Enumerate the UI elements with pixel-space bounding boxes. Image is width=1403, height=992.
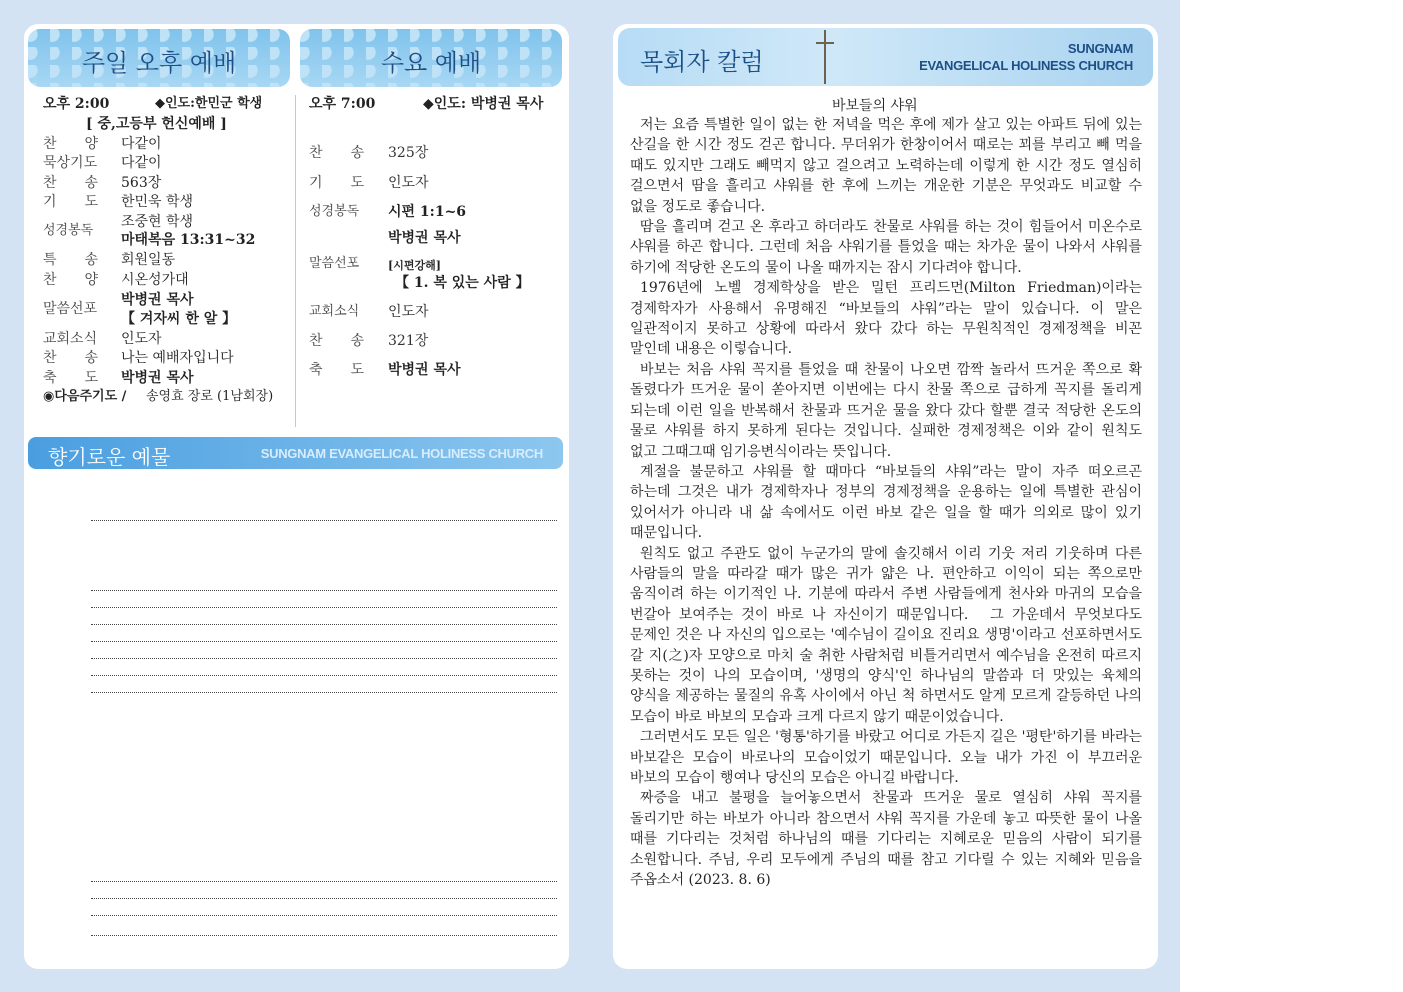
pastor-column-title: 목회자 칼럼	[640, 48, 764, 76]
column-article-body	[630, 115, 1142, 890]
offering-line	[91, 624, 557, 625]
offering-line	[91, 641, 557, 642]
offering-title: 향기로운 예물	[48, 445, 171, 469]
sunday-row-label: 찬 송	[43, 350, 99, 366]
wednesday-sermon-title: 【 1. 복 있는 사람 】	[395, 275, 530, 291]
column-paragraph: 바보는 처음 샤워 꼭지를 틀었을 때 찬물이 나오면 깜짝 놀라서 뜨거운 쪽으로 확 돌렸다가 뜨거운 물이 쏟아지면 이번에는 다시 찬물 쪽으로 급하게 꼭지를 돌리게 되는데 이런 일을 반복해서 찬물과 뜨거운 물을 왔다 갔다 할뿐 결국 적당한 온도의 물로 샤워를 하지 못하게 된다는 것입니다. 실패한 경제정책은 이와 같이 원칙도 없고 그때그때 임기응변식이라는 뜻입니다.	[630, 361, 1142, 460]
sunday-row-label: 성경봉독	[43, 223, 94, 238]
sunday-row-value: 563장	[121, 175, 162, 191]
wednesday-row-label: 성경봉독	[309, 204, 360, 219]
wednesday-row-label: 기 도	[309, 175, 365, 191]
sunday-service-header	[28, 29, 290, 87]
wednesday-service-header	[300, 29, 562, 87]
sunday-time: 오후 2:00	[43, 96, 110, 112]
column-paragraph: 땀을 흘리며 걷고 온 후라고 하더라도 찬물로 샤워를 하는 것이 힘들어서 미온수로 샤워를 하곤 합니다. 그런데 처음 샤워기를 틀었을 때는 차가운 물이 나와서 샤워를 하기에 적당한 온도의 물이 나올 때까지는 잠시 기다려야 합니다.	[630, 219, 1142, 276]
wednesday-row-value: 325장	[388, 145, 429, 161]
wednesday-row-value: 박병권 목사	[388, 362, 461, 378]
wednesday-leader: ◆인도: 박병권 목사	[423, 96, 544, 112]
offering-line	[91, 520, 557, 521]
sunday-row-label: 찬 양	[43, 272, 99, 288]
sunday-row-value: 나는 예배자입니다	[121, 350, 234, 366]
offering-line	[91, 607, 557, 608]
wednesday-time: 오후 7:00	[309, 96, 376, 112]
sunday-row-label: 말씀선포	[43, 301, 98, 317]
wednesday-row-value: 인도자	[388, 304, 429, 320]
sunday-service-title: 주일 오후 예배	[81, 49, 237, 77]
sunday-sermon-title: 【 겨자씨 한 알 】	[121, 311, 237, 327]
sunday-row-label: 교회소식	[43, 331, 98, 347]
wednesday-row-label: 찬 송	[309, 333, 365, 349]
column-paragraph: 그러면서도 모든 일은 '형통'하기를 바랐고 어디로 가든지 길은 '평탄'하기를 바라는 바보같은 모습이 바로나의 모습이었기 때문입니다. 오늘 내가 가진 이 부끄러운 바보의 모습이 행여나 당신의 모습은 아니길 바랍니다.	[630, 729, 1142, 786]
column-paragraph: 저는 요즘 특별한 일이 없는 한 저녁을 먹은 후에 제가 살고 있는 아파트 뒤에 있는 산길을 한 시간 정도 걷곤 합니다. 무더위가 한창이어서 때로는 꾀를 부리고 빼 먹을 때도 있지만 그래도 빼먹지 않고 걸으려고 노력하는데 이렇게 한 시간 정도 열심히 걸으면서 땀을 흘리고 샤워를 한 후에 느끼는 개운한 기분은 무엇과도 비교할 수 없을 정도로 좋습니다.	[630, 117, 1142, 215]
wednesday-row-label: 찬 송	[309, 145, 365, 161]
sunday-row-label: 축 도	[43, 370, 99, 386]
cross-icon	[824, 30, 826, 84]
offering-line	[91, 675, 557, 676]
offering-line	[91, 590, 557, 591]
sunday-row-value: 다같이	[121, 155, 162, 171]
sunday-row-label: 묵상기도	[43, 155, 98, 171]
offering-line	[91, 915, 557, 916]
church-name	[919, 40, 1133, 74]
wednesday-sermon-series: [시편강해]	[388, 259, 441, 272]
sunday-row-value: 조중현 학생	[121, 214, 194, 230]
column-divider	[295, 95, 296, 427]
church-name-line1: SUNGNAM	[1067, 41, 1133, 56]
sunday-row-value: 박병권 목사	[121, 370, 194, 386]
sunday-row-label: 찬 송	[43, 175, 99, 191]
church-name-line2: EVANGELICAL HOLINESS CHURCH	[919, 58, 1133, 73]
offering-header	[28, 437, 563, 469]
next-prayer-label: ◉다음주기도 /	[43, 389, 127, 404]
sunday-row-value: 시온성가대	[121, 272, 189, 288]
column-paragraph: 1976년에 노벨 경제학상을 받은 밀턴 프리드먼(Milton Friedman)이라는 경제학자가 사용해서 유명해진 “바보들의 샤워”라는 말이 있습니다. 이 말은 일관적이지 못하고 상황에 따라서 왔다 갔다 하는 무원칙적인 경제정책을 비꼰 말인데 내용은 이렇습니다.	[630, 280, 1142, 358]
left-page	[24, 24, 569, 969]
wednesday-row-value: 인도자	[388, 175, 429, 191]
sunday-special-title: [ 중,고등부 헌신예배 ]	[86, 116, 227, 132]
wednesday-row-label: 교회소식	[309, 304, 360, 319]
column-paragraph: 짜증을 내고 불평을 늘어놓으면서 찬물과 뜨거운 물로 열심히 샤워 꼭지를 돌리기만 하는 바보가 아니라 참으면서 샤워 꼭지를 가운데 놓고 따뜻한 물이 나올 때를 기다리는 것처럼 하나님의 때를 기다리는 지혜로운 믿음의 사람이 되기를 소원합니다. 주님, 우리 모두에게 주님의 때를 참고 기다릴 수 있는 지혜와 믿음을 주옵소서 (2023. 8. 6)	[630, 790, 1142, 889]
wednesday-scripture: 시편 1:1~6	[388, 204, 467, 220]
sunday-preacher: 박병권 목사	[121, 292, 194, 308]
wednesday-scripture-reader: 박병권 목사	[388, 230, 461, 246]
offering-line	[91, 898, 557, 899]
offering-church-name: SUNGNAM EVANGELICAL HOLINESS CHURCH	[260, 446, 543, 461]
sunday-row-value: 한민욱 학생	[121, 194, 194, 210]
wednesday-row-label: 말씀선포	[309, 256, 360, 271]
sunday-row-value: 다같이	[121, 136, 162, 152]
pastor-column-header	[618, 28, 1153, 86]
offering-line	[91, 881, 557, 882]
column-article-title: 바보들의 샤워	[832, 98, 918, 114]
sunday-row-label: 찬 양	[43, 136, 99, 152]
sunday-row-label: 기 도	[43, 194, 99, 210]
sunday-row-value: 회원일동	[121, 252, 176, 268]
next-prayer: 송영효 장로 (1남회장)	[146, 389, 274, 404]
sunday-row-label: 특 송	[43, 252, 99, 268]
wednesday-service-title: 수요 예배	[380, 49, 482, 77]
offering-line	[91, 658, 557, 659]
column-paragraph: 계절을 불문하고 샤워를 할 때마다 “바보들의 샤워”라는 말이 자주 떠오르곤 하는데 그것은 내가 경제학자나 정부의 경제정책을 운용하는 일에 특별한 관심이 있어서가 아니라 내 삶 속에서도 이런 바보 같은 일을 할 때가 의외로 많이 있기 때문입니다.	[630, 463, 1142, 542]
offering-line	[91, 935, 557, 936]
sunday-row-value: 인도자	[121, 331, 162, 347]
wednesday-row-value: 321장	[388, 333, 429, 349]
cross-icon-bar	[816, 42, 834, 44]
wednesday-row-label: 축 도	[309, 362, 365, 378]
sunday-leader: ◆인도:한민군 학생	[155, 96, 263, 111]
offering-line	[91, 692, 557, 693]
sunday-scripture: 마태복음 13:31~32	[121, 232, 256, 248]
column-paragraph: 원칙도 없고 주관도 없이 누군가의 말에 솔깃해서 이리 기웃 저리 기웃하며 다른 사람들의 말을 따라갈 때가 많은 귀가 얇은 나. 편안하고 이익이 되는 쪽으로만 움직이려 하는 이기적인 나. 기분에 따라서 주변 사람들에게 천사와 마귀의 모습을 번갈아 보여주는 것이 바로 나 자신이기 때문입니다. 그 가운데서 무엇보다도 문제인 것은 나 자신의 입으로는 '예수님이 길이요 진리요 생명'이라고 선포하면서도 갈 지(之)자 모양으로 마치 술 취한 사람처럼 비틀거리면서 예수님을 온전히 따르지 못하는 것이 나의 모습이며, '생명의 양식'인 하나님의 말씀과 더 맛있는 육체의 양식을 제공하는 물질의 유혹 사이에서 아닌 척 하면서도 알게 모르게 갈등하던 나의 모습이 바로 바보의 모습과 크게 다르지 않기 때문이었습니다.	[630, 545, 1142, 725]
